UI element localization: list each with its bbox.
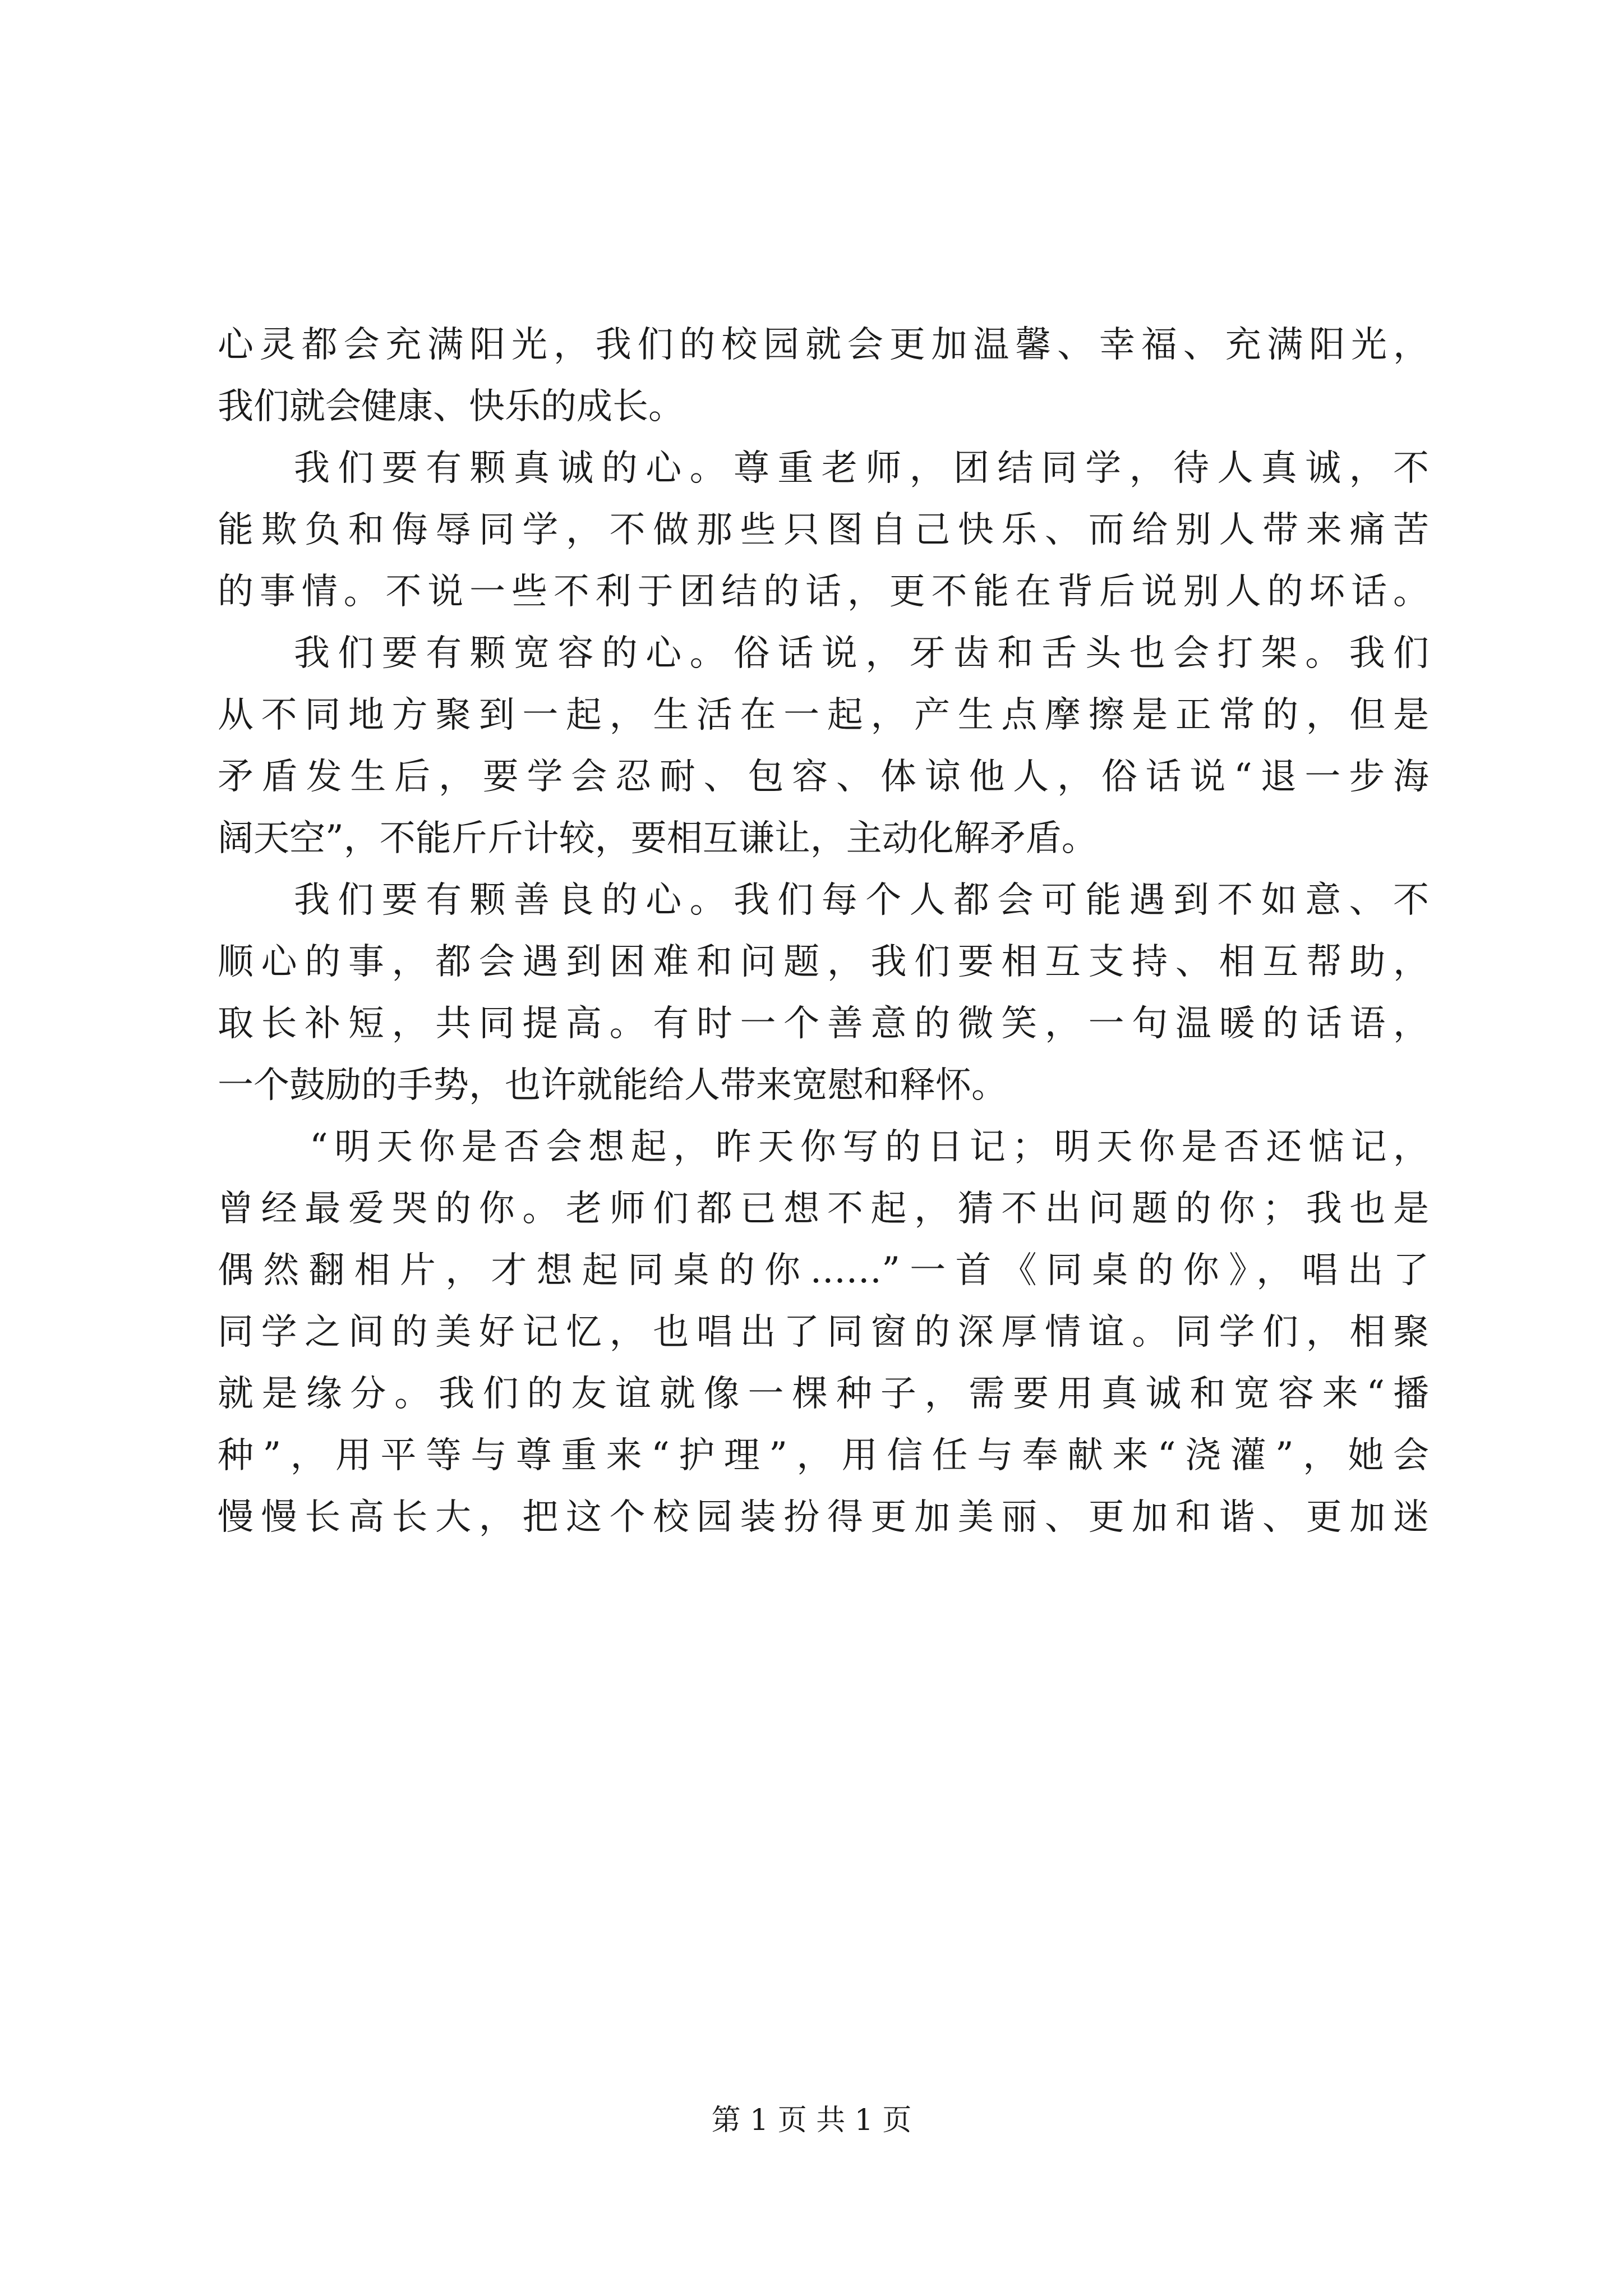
text-line: 同学之间的美好记忆，也唱出了同窗的深厚情谊。同学们，相聚: [218, 1312, 1429, 1353]
paragraph: [218, 1116, 1429, 1548]
paragraph: [218, 623, 1429, 869]
text-line: 我们就会健康、快乐的成长。: [218, 386, 684, 427]
text-line: 种”，用平等与尊重来“护理”，用信任与奉献来“浇灌”，她会: [218, 1435, 1429, 1476]
document-body: [218, 314, 1429, 1548]
text-line: 我们要有颗宽容的心。俗话说，牙齿和舌头也会打架。我们: [294, 633, 1429, 674]
text-line: 矛盾发生后，要学会忍耐、包容、体谅他人，俗话说“退一步海: [218, 756, 1429, 798]
text-line: 能欺负和侮辱同学，不做那些只图自己快乐、而给别人带来痛苦: [218, 509, 1429, 551]
page-number-label: 第 1 页 共 1 页: [711, 2104, 912, 2137]
paragraph: [218, 438, 1429, 623]
text-line: 曾经最爱哭的你。老师们都已想不起，猜不出问题的你；我也是: [218, 1188, 1429, 1230]
text-line: 取长补短，共同提高。有时一个善意的微笑，一句温暖的话语，: [218, 1003, 1429, 1045]
paragraph: [218, 869, 1429, 1116]
text-line: 一个鼓励的手势，也许就能给人带来宽慰和释怀。: [218, 1065, 1007, 1106]
text-line: 我们要有颗真诚的心。尊重老师，团结同学，待人真诚，不: [294, 448, 1429, 489]
text-line: 心灵都会充满阳光，我们的校园就会更加温馨、幸福、充满阳光，: [218, 324, 1429, 366]
text-line: 偶然翻相片，才想起同桌的你……”一首《同桌的你》，唱出了: [218, 1250, 1429, 1291]
text-line: 慢慢长高长大，把这个校园装扮得更加美丽、更加和谐、更加迷: [218, 1497, 1429, 1538]
text-line: 顺心的事，都会遇到困难和问题，我们要相互支持、相互帮助，: [218, 941, 1429, 983]
text-line: 的事情。不说一些不利于团结的话，更不能在背后说别人的坏话。: [218, 571, 1429, 613]
text-line: 我们要有颗善良的心。我们每个人都会可能遇到不如意、不: [294, 880, 1429, 921]
text-line: 阔天空”，不能斤斤计较，要相互谦让，主动化解矛盾。: [218, 818, 1098, 859]
text-line: 从不同地方聚到一起，生活在一起，产生点摩擦是正常的，但是: [218, 694, 1429, 736]
paragraph: [218, 314, 1429, 438]
text-line: “明天你是否会想起，昨天你写的日记；明天你是否还惦记，: [310, 1126, 1429, 1168]
page-footer: [0, 2098, 1623, 2143]
text-line: 就是缘分。我们的友谊就像一棵种子，需要用真诚和宽容来“播: [218, 1373, 1429, 1415]
